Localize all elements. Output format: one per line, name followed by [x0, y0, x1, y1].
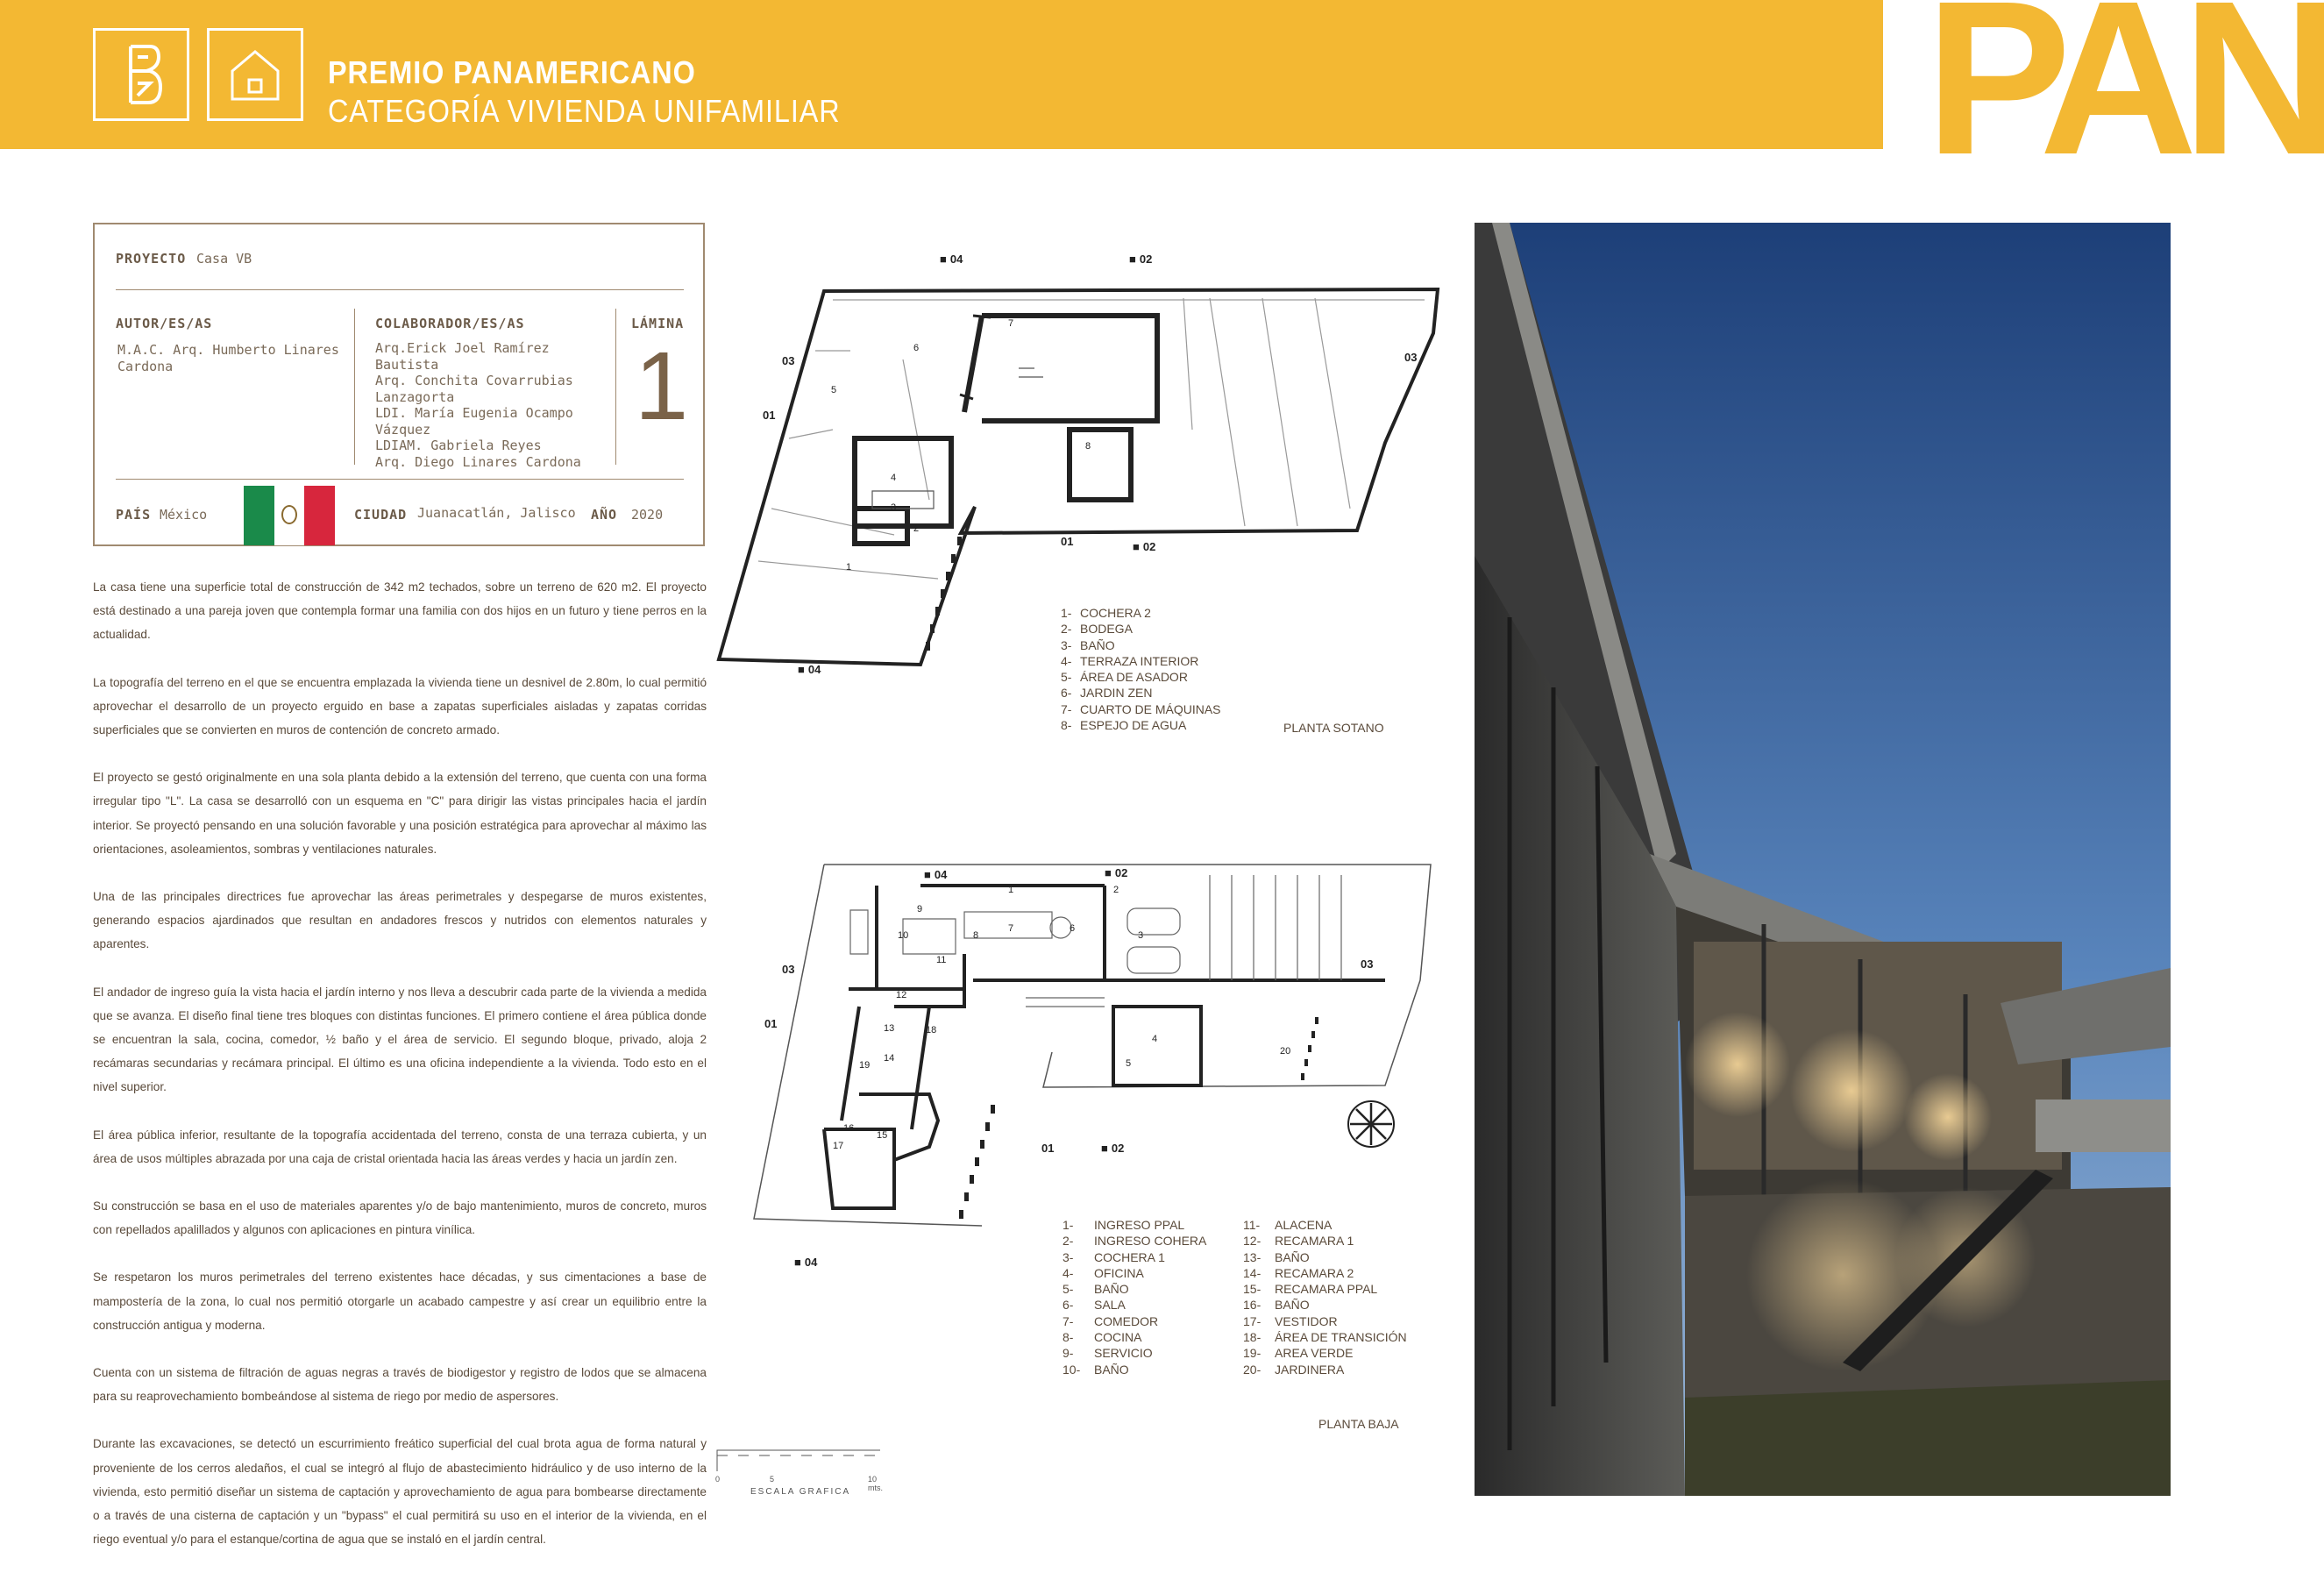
proyecto-value: Casa VB [196, 251, 252, 267]
section-marker-02: ■ 02 [1105, 866, 1128, 879]
colaborador-item: LDIAM. Gabriela Reyes [375, 438, 542, 453]
room-number: 18 [926, 1025, 937, 1035]
floor-plan-baja [754, 858, 1438, 1243]
lamina-number: 1 [635, 332, 689, 440]
legend-item: 18- ÁREA DE TRANSICIÓN [1243, 1330, 1407, 1345]
legend-sotano [1061, 605, 1221, 733]
legend-item: 14- RECAMARA 2 [1243, 1265, 1354, 1280]
legend-item: 8- COCINA [1063, 1330, 1142, 1345]
legend-item: 7- COMEDOR [1063, 1313, 1159, 1328]
anio-label: AÑO [591, 507, 618, 523]
legend-item: 19- AREA VERDE [1243, 1346, 1354, 1361]
divider [615, 309, 616, 465]
section-marker-01: 01 [1061, 535, 1074, 548]
colaborador-item: Arq. Diego Linares Cardona [375, 453, 581, 470]
legend-item: 9- SERVICIO [1063, 1346, 1153, 1361]
section-marker-04: ■ 04 [794, 1256, 818, 1269]
room-number: 12 [896, 990, 907, 1000]
north-arrow-icon [1345, 1098, 1397, 1150]
section-marker-03: 03 [782, 963, 795, 976]
legend-item: 3- COCHERA 1 [1063, 1249, 1165, 1264]
section-marker-02: ■ 02 [1129, 253, 1153, 266]
room-number: 13 [884, 1023, 895, 1034]
legend-item: 20- JARDINERA [1243, 1362, 1345, 1377]
paragraph: La topografía del terreno en el que se encuentra emplazada la vivienda tiene un desnivel de 2.80m, lo cual permitió aprovechar el desarrollo de un proyecto erguido en base a zapatas superficiales aisladas y zapatas corridas superficiales que se convierten en muros de contención de concreto armado. [93, 675, 707, 737]
brand-logo-text: PAN [1925, 0, 2324, 200]
scale-tick: 0 [715, 1475, 721, 1484]
scale-tick: 10 mts. [868, 1475, 883, 1492]
colaborador-item: Arq.Erick Joel Ramírez Bautista [375, 340, 550, 373]
divider [354, 309, 355, 465]
anio-value: 2020 [631, 507, 664, 523]
room-number: 9 [917, 904, 923, 914]
room-number: 20 [1280, 1046, 1291, 1057]
legend-item: 6- JARDIN ZEN [1061, 686, 1153, 701]
legend-item: 15- RECAMARA PPAL [1243, 1282, 1378, 1297]
autor-value: M.A.C. Arq. Humberto Linares Cardona [117, 342, 339, 374]
section-marker-01: 01 [1041, 1142, 1055, 1155]
legend-item: 2- BODEGA [1061, 622, 1133, 637]
section-marker-03: 03 [782, 354, 795, 367]
lamina-label: LÁMINA [631, 316, 685, 331]
graphic-scale [715, 1447, 891, 1499]
house-photo [1475, 223, 2171, 1496]
paragraph: Se respetaron los muros perimetrales del terreno existentes hace décadas, y sus cimentaciones a base de mampostería de la zona, lo cual nos permitió otorgarle un acabado campestre y así crear un equilibrio entre la construcción antigua y moderna. [93, 1270, 707, 1332]
paragraph: Su construcción se basa en el uso de materiales aparentes y/o de bajo mantenimiento, muros de concreto, muros con repellados apalillados y algunos con aplicaciones en pintura vinílica. [93, 1199, 707, 1237]
section-marker-02: ■ 02 [1133, 540, 1156, 553]
legend-item: 12- RECAMARA 1 [1243, 1234, 1354, 1249]
project-info-box [93, 223, 705, 546]
legend-baja-b [1243, 1217, 1407, 1377]
room-number: 3 [891, 502, 897, 513]
header-band [0, 0, 1883, 149]
legend-item: 4- OFICINA [1063, 1265, 1144, 1280]
section-marker-02: ■ 02 [1101, 1142, 1125, 1155]
pais-value: México [160, 507, 208, 523]
section-marker-03: 03 [1361, 957, 1374, 971]
pais-label: PAÍS [116, 507, 152, 523]
room-number: 7 [1008, 923, 1014, 934]
room-number: 5 [1126, 1058, 1132, 1069]
legend-item: 5- ÁREA DE ASADOR [1061, 670, 1188, 685]
divider [116, 289, 684, 290]
plan-title-baja: PLANTA BAJA [1318, 1417, 1399, 1431]
section-marker-04: ■ 04 [798, 663, 821, 676]
legend-item: 6- SALA [1063, 1298, 1126, 1313]
room-number: 11 [936, 955, 947, 965]
ciudad-value: Juanacatlán, Jalisco [417, 505, 576, 521]
room-number: 1 [1008, 885, 1014, 895]
legend-item: 1- COCHERA 2 [1061, 606, 1151, 620]
room-number: 14 [884, 1053, 895, 1064]
legend-item: 11- ALACENA [1243, 1218, 1333, 1232]
paragraph: Durante las excavaciones, se detectó un escurrimiento freático superficial del cual brota agua de forma natural y proveniente de los cerros aledaños, el cual se integró al flujo de abastecimiento hidráulico y de uso interno de la vivienda, esto permitió diseñar un sistema de captación y aprovechamiento de agua para bombearse directamente o a través de una cisterna de captación y un "bypass" el cual permitirá su uso en el interior de la vivienda, en el riego eventual y/o para el estanque/cortina de agua que se instaló en el jardín central. [93, 1437, 707, 1547]
room-number: 15 [877, 1130, 888, 1141]
paragraph: El área pública inferior, resultante de la topografía accidentada del terreno, consta de una terraza cubierta, y un área de usos múltiples abrazada por una caja de cristal orientada hacia las áreas verdes y hacia un jardín zen. [93, 1128, 707, 1165]
legend-item: 10- BAÑO [1063, 1362, 1129, 1377]
paragraph: Cuenta con un sistema de filtración de aguas negras a través de biodigestor y registro de lodos que se almacena para su reaprovechamiento bombeándose al sistema de riego por medio de aspersores. [93, 1366, 707, 1404]
colaborador-item: Arq. Conchita Covarrubias Lanzagorta [375, 373, 573, 405]
room-number: 5 [831, 385, 837, 395]
legend-item: 5- BAÑO [1063, 1282, 1129, 1297]
divider [116, 479, 684, 480]
legend-item: 17- VESTIDOR [1243, 1313, 1338, 1328]
room-number: 2 [1113, 885, 1119, 895]
brand-b-icon [93, 28, 189, 121]
section-marker-03: 03 [1404, 351, 1418, 364]
room-number: 16 [843, 1123, 855, 1134]
room-number: 6 [913, 343, 920, 353]
room-number: 3 [1138, 930, 1144, 941]
paragraph: El andador de ingreso guía la vista hacia el jardín interno y nos lleva a descubrir cada parte de la vivienda a medida que se avanza. El diseño final tiene tres bloques con distintas funciones. El primero contiene el área pública donde se encuentran la sala, cocina, comedor, ½ baño y el área de servicio. El segundo bloque, privado, aloja 2 recámaras secundarias y recámara principal. El último es una oficina independiente a la vivienda. Todo esto en el nivel superior. [93, 985, 707, 1094]
room-number: 7 [1008, 318, 1014, 329]
legend-item: 8- ESPEJO DE AGUA [1061, 718, 1187, 733]
room-number: 4 [891, 473, 897, 483]
legend-item: 3- BAÑO [1061, 637, 1115, 652]
proyecto-label: PROYECTO [116, 251, 187, 267]
room-number: 1 [846, 562, 852, 573]
brand-logo [1883, 0, 2324, 200]
legend-item: 1- INGRESO PPAL [1063, 1218, 1185, 1232]
scale-tick: 5 [770, 1475, 775, 1484]
room-number: 17 [833, 1141, 844, 1151]
colaborador-label: COLABORADOR/ES/AS [375, 316, 525, 331]
section-marker-04: ■ 04 [924, 868, 948, 881]
plan-title-sotano: PLANTA SOTANO [1283, 721, 1384, 735]
legend-item: 13- BAÑO [1243, 1249, 1310, 1264]
room-number: 6 [1070, 923, 1076, 934]
room-number: 8 [1085, 441, 1091, 452]
paragraph: La casa tiene una superficie total de construcción de 342 m2 techados, sobre un terreno de 620 m2. El proyecto está destinado a una pareja joven que contempla formar una familia con dos hijos en un futuro y tiene perros en la actualidad. [93, 580, 707, 642]
colaborador-item: LDI. María Eugenia Ocampo Vázquez [375, 405, 573, 438]
legend-baja-a [1063, 1217, 1206, 1377]
room-number: 8 [973, 930, 979, 941]
paragraph: El proyecto se gestó originalmente en una sola planta debido a la extensión del terreno, que cuenta con una forma irregular tipo "L". La casa se desarrolló con un esquema en "C" para dirigir las vistas principales hacia el jardín interior. Se proyectó pensando en una solución favorable y una posición estratégica para aprovechar al máximo las orientaciones, asoleamientos, sombras y ventilaciones naturales. [93, 771, 707, 856]
section-marker-04: ■ 04 [940, 253, 963, 266]
mexico-flag-icon [244, 486, 335, 545]
room-number: 2 [913, 523, 920, 534]
house-icon [207, 28, 303, 121]
ciudad-label: CIUDAD [354, 507, 408, 523]
room-number: 4 [1152, 1034, 1158, 1044]
page-title: PREMIO PANAMERICANO [328, 54, 696, 90]
section-marker-01: 01 [764, 1017, 778, 1030]
room-number: 10 [898, 930, 909, 941]
project-description [93, 575, 707, 1576]
autor-label: AUTOR/ES/AS [116, 316, 213, 331]
legend-item: 4- TERRAZA INTERIOR [1061, 653, 1199, 668]
legend-item: 16- BAÑO [1243, 1298, 1310, 1313]
legend-item: 7- CUARTO DE MÁQUINAS [1061, 701, 1221, 716]
paragraph: Una de las principales directrices fue aprovechar las áreas perimetrales y despegarse de muros existentes, generando espacios ajardinados que resultan en andadores frescos y nutridos con elementos naturales y aparentes. [93, 890, 707, 951]
page-subtitle: CATEGORÍA VIVIENDA UNIFAMILIAR [328, 93, 841, 129]
section-marker-01: 01 [763, 409, 776, 422]
room-number: 19 [859, 1060, 871, 1071]
colaboradores-list [375, 340, 594, 470]
legend-item: 2- INGRESO COHERA [1063, 1234, 1207, 1249]
scale-label: ESCALA GRAFICA [750, 1487, 851, 1497]
